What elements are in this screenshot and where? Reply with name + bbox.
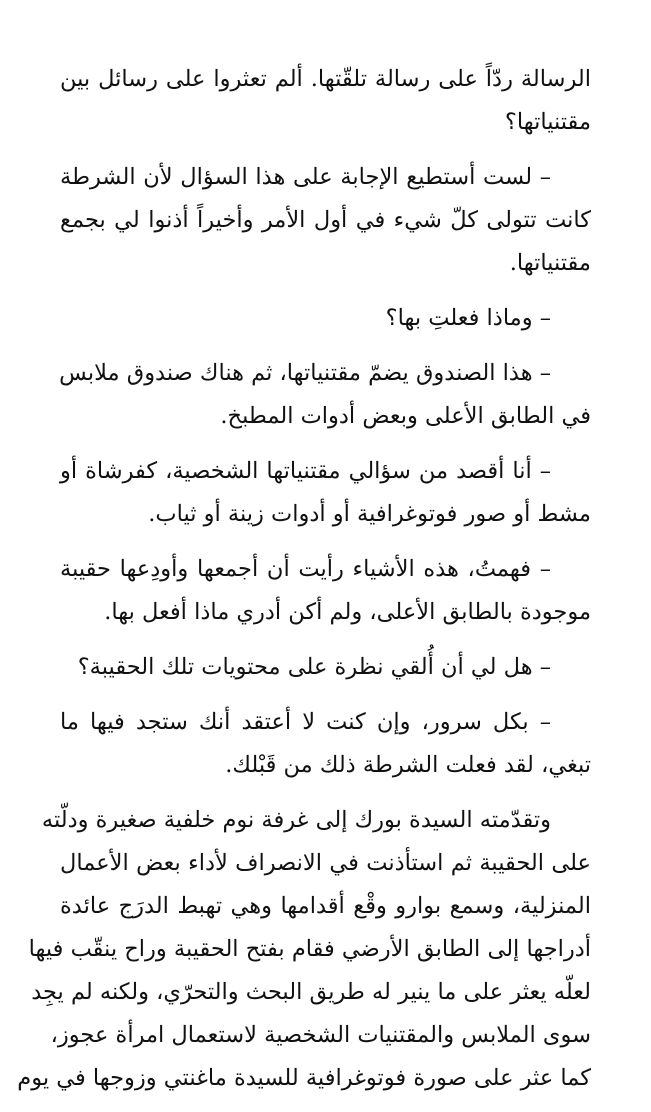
- text-line: مقتنياتها؟: [504, 109, 591, 135]
- text-line: المنزلية، وسمع بوارو وقْع أقدامها وهي تهبط الدرَج عائدة: [60, 893, 591, 919]
- paragraph-6: [60, 548, 591, 634]
- text-line: كانت تتولى كلّ شيء في أول الأمر وأخيراً أذنوا لي بجمع: [60, 207, 591, 233]
- text-line: – فهمتُ، هذه الأشياء رأيت أن أجمعها وأودِعها حقيبة: [60, 556, 551, 582]
- paragraph-7: [60, 646, 591, 689]
- text-line: سوى الملابس والمقتنيات الشخصية لاستعمال امرأة عجوز،: [50, 1022, 591, 1048]
- paragraph-9: [17, 799, 591, 1100]
- text-line: – هل لي أن أُلقي نظرة على محتويات تلك الحقيبة؟: [77, 654, 551, 680]
- book-page: [17, 58, 591, 1112]
- paragraph-5: [60, 450, 591, 536]
- paragraph-3: [60, 297, 591, 340]
- text-line: – أنا أقصد من سؤالي مقتنياتها الشخصية، كفرشاة أو: [60, 458, 551, 484]
- text-line: – لست أستطيع الإجابة على هذا السؤال لأن الشرطة: [60, 164, 551, 190]
- text-line: موجودة بالطابق الأعلى، ولم أكن أدري ماذا أفعل بها.: [104, 599, 591, 625]
- text-line: – وماذا فعلتِ بها؟: [385, 305, 551, 331]
- text-line: في الطابق الأعلى وبعض أدوات المطبخ.: [220, 403, 591, 429]
- text-line: الرسالة ردّاً على رسالة تلقّتها. ألم تعثروا على رسائل بين: [60, 66, 591, 92]
- text-line: مقتنياتها.: [509, 250, 591, 276]
- text-line: أدراجها إلى الطابق الأرضي فقام بفتح الحقيبة وراح ينقّب فيها: [28, 936, 591, 962]
- text-line: كما عثر على صورة فوتوغرافية للسيدة ماغنتي وزوجها في يوم: [17, 1065, 591, 1091]
- text-line: مشط أو صور فوتوغرافية أو أدوات زينة أو ثياب.: [148, 501, 591, 527]
- paragraph-2: [60, 156, 591, 285]
- text-line: تبغي، لقد فعلت الشرطة ذلك من قَبْلك.: [225, 752, 591, 778]
- text-line: على الحقيبة ثم استأذنت في الانصراف لأداء بعض الأعمال: [60, 850, 591, 876]
- paragraph-8: [60, 701, 591, 787]
- text-line: وتقدّمته السيدة بورك إلى غرفة نوم خلفية صغيرة ودلّته: [41, 807, 551, 833]
- text-line: لعلّه يعثر على ما ينير له طريق البحث والتحرّي، ولكنه لم يجِد: [31, 979, 591, 1005]
- text-line: – بكل سرور، وإن كنت لا أعتقد أنك ستجد فيها ما: [60, 709, 551, 735]
- text-line: – هذا الصندوق يضمّ مقتنياتها، ثم هناك صندوق ملابس: [59, 360, 551, 386]
- paragraph-1: [60, 58, 591, 144]
- paragraph-4: [60, 352, 591, 438]
